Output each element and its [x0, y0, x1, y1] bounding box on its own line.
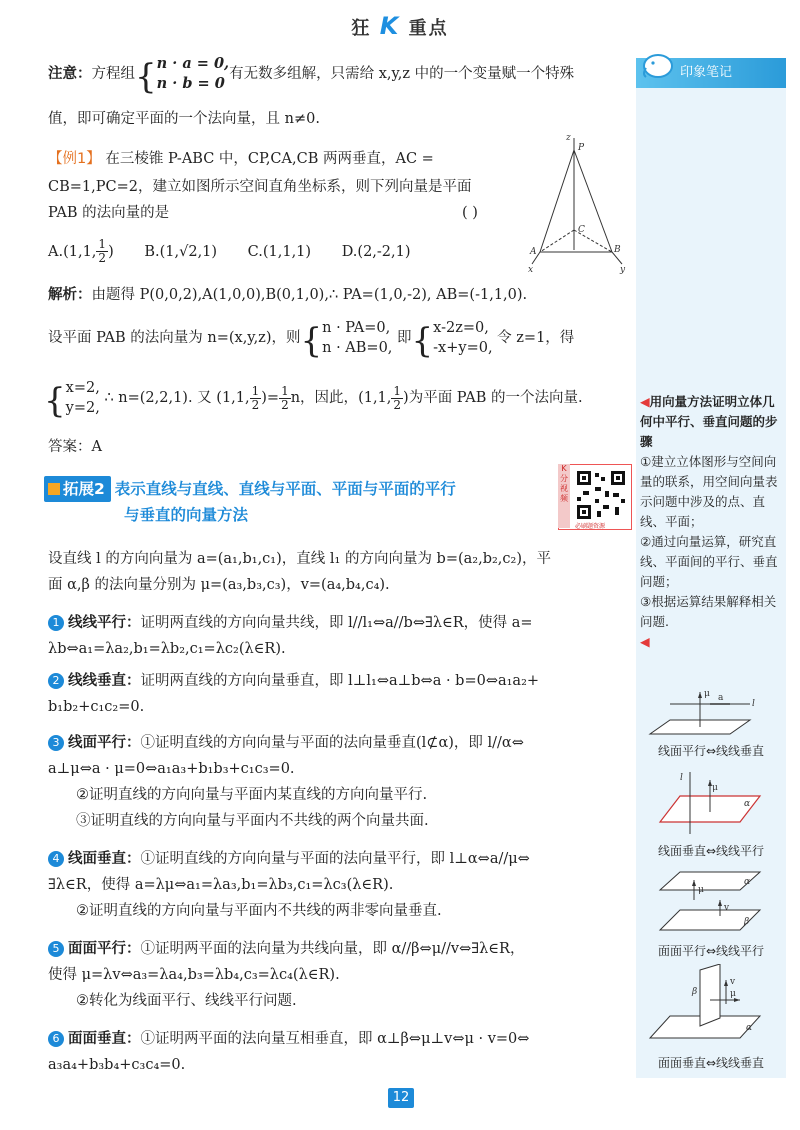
item-text: ③证明直线的方向向量与平面内不共线的两个向量共面.	[76, 813, 429, 829]
point-p-label: P	[578, 143, 585, 153]
example-text: 在三棱锥 P-ABC 中，CP,CA,CB 两两垂直，AC =	[105, 151, 434, 167]
item-title: 线面垂直：	[68, 850, 141, 867]
solution-text: 即	[397, 330, 412, 346]
note-text: 值，即可确定平面的一个法向量，且 n≠0.	[48, 111, 320, 127]
sidebar-note-step: ③根据运算结果解释相关问题.	[640, 594, 777, 629]
example-1	[48, 146, 528, 172]
point-c-label: C	[578, 225, 585, 235]
extension-title	[44, 476, 524, 528]
svg-text:a: a	[718, 693, 724, 703]
axis-x-label: x	[528, 265, 534, 275]
item-text: a⊥μ⇔a · μ=0⇔a₁a₃+b₁b₃+c₁c₃=0.	[48, 761, 295, 777]
brand-right: 重点	[408, 18, 449, 39]
option-a	[48, 237, 118, 265]
item-text: 证明两直线的方向向量共线，即 l//l₁⇔a//b⇔∃λ∈R，使得 a=	[140, 615, 533, 631]
option-value: (2,-2,1)	[357, 243, 411, 260]
example-tag: 【例1】	[48, 151, 101, 167]
example-text: CB=1,PC=2，建立如图所示空间直角坐标系，则下列向量是平面	[48, 179, 472, 195]
item-number-badge: 2	[48, 673, 64, 689]
solution-text: 令 z=1，得	[497, 330, 575, 346]
solution-text: n，因此，	[290, 390, 359, 406]
item-text: 证明两直线的方向向量垂直，即 l⊥l₁⇔a⊥b⇔a · b=0⇔a₁a₂+	[140, 673, 540, 689]
equation-line: -x+y=0,	[433, 340, 493, 356]
svg-text:v: v	[724, 903, 730, 913]
svg-text:α: α	[744, 877, 751, 887]
note-paragraph: 注意：方程组{n · a = 0, n · b = 0有无数多组解，只需给 x,y,z 中的一个变量赋一个特殊	[48, 55, 575, 97]
method-item	[48, 730, 632, 834]
qr-side-label: K分视频	[558, 464, 570, 528]
option-label: D.	[341, 243, 358, 260]
point-b-label: B	[614, 245, 621, 255]
note-text: 方程组	[91, 66, 135, 82]
item-title: 线面平行：	[68, 734, 141, 751]
header-brand	[0, 12, 800, 40]
qr-pattern-icon	[575, 469, 627, 521]
item-text: b₁b₂+c₁c₂=0.	[48, 699, 145, 715]
item-text: ①证明直线的方向向量与平面的法向量垂直(l⊄α)，即 l//α⇔	[140, 735, 524, 751]
method-item	[48, 610, 632, 662]
svg-text:l: l	[752, 699, 755, 709]
fraction-num: 1	[98, 237, 107, 251]
figure-line-plane-parallel	[640, 682, 780, 738]
extension-tag	[44, 476, 111, 502]
item-text: ∃λ∈R，使得 a=λμ⇔a₁=λa₃,b₁=λb₃,c₁=λc₃(λ∈R).	[48, 877, 394, 893]
solution-text: 设平面 PAB 的法向量为 n=(x,y,z)，则	[48, 330, 301, 346]
figure-caption: 线面平行⇔线线垂直	[657, 744, 765, 758]
figure-plane-plane-perpendicular	[640, 964, 780, 1048]
qr-caption: 必刷题资源	[575, 523, 606, 530]
item-text: ②证明直线的方向向量与平面内某直线的方向向量平行.	[76, 787, 428, 803]
extension-tag-label: 拓展2	[63, 480, 105, 498]
svg-text:v: v	[730, 977, 736, 987]
sidebar-note-step: ①建立立体图形与空间向量的联系，用空间向量表示问题中涉及的点、直线、平面；	[640, 454, 778, 529]
example-text: PAB 的法向量的是	[48, 205, 170, 221]
option-label: B.	[144, 243, 160, 260]
svg-text:β: β	[744, 917, 750, 927]
item-text: ①证明两平面的法向量为共线向量，即 α//β⇔μ//v⇔∃λ∈R，	[140, 941, 525, 957]
equation-system	[433, 318, 492, 358]
fraction	[96, 238, 108, 265]
option-c	[248, 244, 311, 260]
equation-system	[322, 318, 392, 358]
sidebar-note-step: ②通过向量运算，研究直线、平面间的平行、垂直问题；	[640, 534, 778, 589]
axis-z-label: z	[566, 133, 571, 143]
svg-text:μ: μ	[712, 783, 718, 793]
item-text: a₃a₄+b₃b₄+c₃c₄=0.	[48, 1057, 186, 1073]
item-number-badge: 6	[48, 1031, 64, 1047]
solution-line: {x=2, y=2, ∴ n=(2,2,1). 又 (1,1, $\frac{1}{2}$ )= $\frac{1}{2}$ n，因此，(1,1, $\frac{1}{2}$ )为平面 PAB 的一个法向量.	[44, 380, 583, 421]
svg-text:μ: μ	[730, 989, 736, 999]
options-row	[48, 238, 528, 265]
equation-system	[157, 54, 229, 94]
figure-caption: 面面垂直⇔线线垂直	[657, 1056, 765, 1070]
method-item	[48, 936, 632, 1014]
method-item	[48, 846, 632, 924]
extension-title-line: 与垂直的向量方法	[124, 506, 249, 524]
solution-line: 设平面 PAB 的法向量为 n=(x,y,z)，则{n · PA=0, n · AB=0, 即{x-2z=0, -x+y=0, 令 z=1，得	[48, 320, 575, 361]
svg-text:α: α	[744, 799, 751, 809]
option-value: )	[108, 243, 114, 260]
item-title: 面面垂直：	[68, 1030, 141, 1047]
equation-line: x=2,	[65, 380, 100, 396]
axis-y-label: y	[620, 265, 626, 275]
item-text: 使得 μ=λv⇔a₃=λa₄,b₃=λb₄,c₃=λc₄(λ∈R).	[48, 967, 340, 983]
item-number-badge: 3	[48, 735, 64, 751]
svg-text:β: β	[692, 987, 698, 997]
item-text: λb⇔a₁=λa₂,b₁=λb₂,c₁=λc₂(λ∈R).	[48, 641, 286, 657]
equation-line: n · AB=0,	[322, 340, 393, 356]
item-text: ①证明两平面的法向量互相垂直，即 α⊥β⇔μ⊥v⇔μ · v=0⇔	[140, 1031, 530, 1047]
solution-label: 解析：	[48, 286, 92, 303]
equation-line: n · PA=0,	[322, 320, 391, 336]
item-number-badge: 4	[48, 851, 64, 867]
option-value: (1,√2,1)	[159, 243, 218, 260]
example-text-row	[48, 200, 528, 226]
intro-text: 面 α,β 的法向量分别为 μ=(a₃,b₃,c₃)，v=(a₄,b₄,c₄).	[48, 577, 390, 593]
note-label: 注意：	[48, 65, 92, 82]
extension-title-line: 表示直线与直线、直线与平面、平面与平面的平行	[114, 480, 456, 498]
item-title: 线线垂直：	[68, 672, 141, 689]
figure-caption: 面面平行⇔线线平行	[657, 944, 765, 958]
note-text: 有无数多组解，只需给 x,y,z 中的一个变量赋一个特殊	[229, 66, 575, 82]
option-b	[144, 244, 217, 260]
item-title: 线线平行：	[68, 614, 141, 631]
method-item	[48, 1026, 632, 1078]
answer-text: 答案：A	[48, 439, 102, 455]
method-item	[48, 668, 632, 720]
solution-text: 由题得 P(0,0,2),A(1,0,0),B(0,1,0),∴ PA=(1,0,-2), AB=(-1,1,0).	[91, 287, 528, 303]
sidebar-note: ◀用向量方法证明立体几何中平行、垂直问题的步骤 ①建立立体图形与空间向量的联系，用空间向量表示问题中涉及的点、直线、平面； ②通过向量运算，研究直线、平面间的平行、垂直问题； ③根据运算结果解释相关问题. ◀	[640, 392, 782, 652]
item-text: ②证明直线的方向向量与平面内不共线的两非零向量垂直.	[76, 903, 442, 919]
svg-text:l: l	[680, 773, 683, 783]
brand-left: 狂	[351, 18, 372, 39]
equation-system	[66, 378, 100, 418]
solution-text: ∴ n=(2,2,1). 又	[104, 390, 212, 406]
figure-line-plane-perpendicular	[640, 770, 780, 838]
solution-line	[48, 282, 632, 308]
item-number-badge: 5	[48, 941, 64, 957]
answer-blank: ( )	[462, 205, 478, 221]
option-label: A.	[48, 243, 64, 260]
option-value: (1,1,	[63, 243, 97, 260]
elephant-icon	[640, 48, 676, 80]
item-title: 面面平行：	[68, 940, 141, 957]
option-d	[342, 244, 411, 260]
intro-text: 设直线 l 的方向向量为 a=(a₁,b₁,c₁)，直线 l₁ 的方向向量为 b=(a₂,b₂,c₂)，平	[48, 551, 552, 567]
tetrahedron-figure	[526, 130, 630, 276]
svg-text:μ: μ	[704, 689, 710, 699]
item-text: ①证明直线的方向向量与平面的法向量平行，即 l⊥α⇔a//μ⇔	[140, 851, 530, 867]
book-icon	[48, 483, 60, 495]
sidebar-note-title: 用向量方法证明立体几何中平行、垂直问题的步骤	[640, 394, 778, 449]
figure-plane-plane-parallel	[640, 866, 780, 938]
option-value: (1,1,1)	[262, 243, 312, 260]
sidebar-title: 印象笔记	[680, 65, 733, 80]
equation-line: n · a = 0,	[156, 55, 230, 72]
svg-text:α: α	[746, 1023, 753, 1033]
svg-text:μ: μ	[698, 885, 704, 895]
figure-caption: 线面垂直⇔线线平行	[657, 844, 765, 858]
item-text: ②转化为线面平行、线线平行问题.	[76, 993, 297, 1009]
fraction-den: 2	[98, 251, 107, 265]
brand-k-logo: K	[379, 12, 401, 40]
equation-line: n · b = 0	[156, 75, 225, 92]
page-number: 12	[388, 1088, 414, 1108]
option-label: C.	[247, 243, 263, 260]
point-a-label: A	[530, 247, 537, 257]
item-number-badge: 1	[48, 615, 64, 631]
equation-line: y=2,	[65, 400, 100, 416]
equation-line: x-2z=0,	[433, 320, 489, 336]
solution-text: 为平面 PAB 的一个法向量.	[408, 390, 583, 406]
